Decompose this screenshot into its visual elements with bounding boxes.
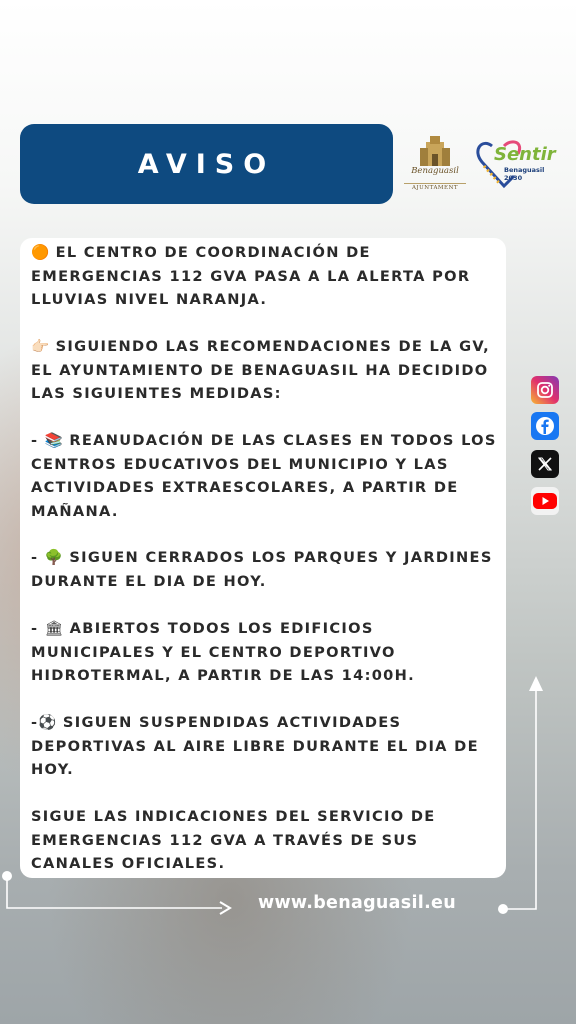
notice-paragraph-4 [31, 546, 501, 593]
tree-icon: 🌳 [44, 549, 63, 566]
notice-paragraph-5 [31, 617, 501, 688]
website-link[interactable]: www.benaguasil.eu [258, 893, 456, 913]
castle-icon [404, 134, 466, 168]
instagram-icon[interactable] [531, 376, 559, 404]
notice-text-4: SIGUEN CERRADOS LOS PARQUES Y JARDINES DURANTE EL DIA DE HOY. [31, 549, 493, 590]
ajuntament-subtitle: AJUNTAMENT [404, 183, 466, 191]
notice-text-6: SIGUEN SUSPENDIDAS ACTIVIDADES DEPORTIVAS AL AIRE LIBRE DURANTE EL DIA DE HOY. [31, 714, 479, 778]
sentir-logo [474, 136, 560, 192]
notice-text-1: EL CENTRO DE COORDINACIÓN DE EMERGENCIAS 112 GVA PASA A LA ALERTA POR LLUVIAS NIVEL NARANJA. [31, 244, 471, 308]
notice-text-5: ABIERTOS TODOS LOS EDIFICIOS MUNICIPALES Y EL CENTRO DEPORTIVO HIDROTERMAL, A PARTIR DE LAS 14:00H. [31, 620, 415, 684]
ajuntament-logo [404, 134, 466, 196]
notice-paragraph-2 [31, 335, 501, 406]
bullet-dash: - [31, 620, 39, 637]
notice-paragraph-3 [31, 429, 501, 523]
x-icon[interactable] [531, 450, 559, 478]
notice-text-3: REANUDACIÓN DE LAS CLASES EN TODOS LOS CENTROS EDUCATIVOS DEL MUNICIPIO Y LAS ACTIVIDADES EXTRAESCOLARES, A PARTIR DE MAÑANA. [31, 432, 497, 520]
notice-paragraph-6 [31, 711, 501, 782]
bullet-dash: - [31, 549, 39, 566]
bullet-dash: - [31, 714, 39, 731]
notice-card [20, 238, 506, 878]
page-title: AVISO [137, 148, 276, 180]
pointing-hand-icon: 👉🏻 [31, 338, 50, 355]
bullet-dash: - [31, 432, 39, 449]
ajuntament-name: Benaguasil [411, 166, 459, 176]
building-icon: 🏛 [44, 620, 64, 637]
notice-text-2: SIGUIENDO LAS RECOMENDACIONES DE LA GV, EL AYUNTAMIENTO DE BENAGUASIL HA DECIDIDO LAS SIGUIENTES MEDIDAS: [31, 338, 490, 402]
youtube-icon[interactable] [531, 487, 559, 515]
notice-text-7: SIGUE LAS INDICACIONES DEL SERVICIO DE EMERGENCIAS 112 GVA A TRAVÉS DE SUS CANALES OFICIALES. [31, 808, 436, 872]
facebook-icon[interactable] [531, 412, 559, 440]
notice-paragraph-7 [31, 805, 501, 876]
orange-circle-icon: 🟠 [31, 244, 50, 261]
soccer-ball-icon: ⚽ [38, 714, 57, 731]
sentir-word: Sentir [494, 144, 556, 165]
aviso-banner [20, 124, 393, 204]
books-icon: 📚 [44, 432, 63, 449]
sentir-subtitle: Benaguasil 2030 [504, 166, 545, 182]
notice-paragraph-1 [31, 241, 501, 312]
